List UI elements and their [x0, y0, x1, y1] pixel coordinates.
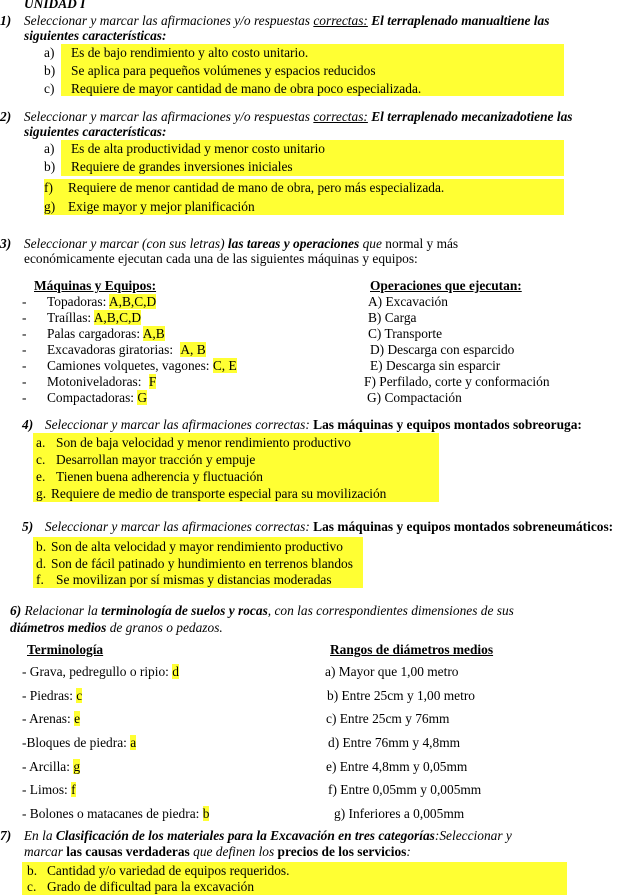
q3-operation: F) Perfilado, corte y conformación — [364, 374, 550, 389]
q7-option-b[interactable]: b. Cantidad y/o variedad de equipos requeridos. — [27, 863, 290, 878]
q3-operation: G) Compactación — [367, 390, 462, 405]
q3-machine-row: - Excavadoras giratorias: A, B — [22, 342, 206, 357]
q3-machine-row: - Topadoras: A,B,C,D — [22, 294, 157, 309]
q3-machine-row: - Palas cargadoras: A,B — [22, 326, 165, 341]
q7-stem-line2: marcar las causas verdaderas que definen los precios de los servicios: — [24, 844, 411, 859]
q2-stem-line2: siguientes características: — [24, 124, 167, 139]
answer-box: F — [148, 374, 157, 389]
q2-option-g[interactable]: g) Exige mayor y mejor planificación — [44, 199, 255, 214]
q3-machine-row: - Traíllas: A,B,C,D — [22, 310, 142, 325]
q3-machine-row: - Camiones volquetes, vagones: C, E — [22, 358, 237, 373]
q4-option-g[interactable]: g. Requiere de medio de transporte especial para su movilización — [36, 486, 387, 501]
q2-option-f[interactable]: f) Requiere de menor cantidad de mano de obra, pero más especializada. — [44, 180, 445, 195]
q7-option-c[interactable]: c. Grado de dificultad para la excavación — [27, 879, 255, 894]
answer-box: e — [74, 711, 81, 726]
q5-option-d[interactable]: d. Son de fácil patinado y hundimiento en terrenos blandos — [36, 556, 353, 571]
q6-range: b) Entre 25cm y 1,00 metro — [327, 688, 476, 703]
q4-option-a[interactable]: a. Son de baja velocidad y menor rendimiento productivo — [36, 435, 351, 450]
q6-range: e) Entre 4,8mm y 0,05mm — [326, 759, 468, 774]
answer-box: A,B,C,D — [108, 294, 157, 309]
q6-term-row: - Grava, pedregullo o ripio: d — [22, 664, 179, 679]
q3-operation: E) Descarga sin esparcir — [370, 358, 501, 373]
q6-term-row: - Limos: f — [22, 782, 76, 797]
q4-option-c[interactable]: c. Desarrollan mayor tracción y empuje — [36, 452, 256, 467]
q4-stem: 4) Seleccionar y marcar las afirmaciones correctas: Las máquinas y equipos montados sobreoruga: — [22, 417, 582, 432]
q5-option-b[interactable]: b. Son de alta velocidad y mayor rendimiento productivo — [36, 539, 343, 554]
q4-option-e[interactable]: e. Tienen buena adherencia y fluctuación — [36, 469, 263, 484]
answer-box: c — [76, 688, 83, 703]
q1-stem: 1) Seleccionar y marcar las afirmaciones y/o respuestas correctas: El terraplenado manualtiene las — [0, 13, 550, 28]
q3-stem: 3) Seleccionar y marcar (con sus letras) las tareas y operaciones que normal y más — [0, 236, 459, 251]
answer-box: A,B,C,D — [93, 310, 142, 325]
q6-right-header: Rangos de diámetros medios — [330, 642, 494, 657]
answer-box: a — [130, 735, 137, 750]
q6-range: a) Mayor que 1,00 metro — [325, 664, 459, 679]
answer-box: b — [202, 806, 210, 821]
q3-machine-row: - Motoniveladoras: F — [22, 374, 157, 389]
answer-box: A,B — [142, 326, 165, 341]
q1-option-b[interactable]: b) Se aplica para pequeños volúmenes y espacios reducidos — [44, 63, 376, 78]
answer-box: C, E — [212, 358, 237, 373]
q3-operation: A) Excavación — [368, 294, 448, 309]
q1-option-a[interactable]: a) Es de bajo rendimiento y alto costo unitario. — [44, 45, 309, 60]
answer-box: A, B — [180, 342, 206, 357]
q3-operation: B) Carga — [368, 310, 417, 325]
q3-operation: D) Descarga con esparcido — [370, 342, 515, 357]
q2-option-b[interactable]: b) Requiere de grandes inversiones iniciales — [44, 159, 293, 174]
q6-stem-line2: diámetros medios de granos o pedazos. — [10, 620, 223, 635]
q7-stem: 7) En la Clasificación de los materiales para la Excavación en tres categorías:Seleccionar y — [0, 828, 512, 843]
answer-box: d — [172, 664, 179, 679]
q6-term-row: -Bloques de piedra: a — [22, 735, 137, 750]
q6-range: f) Entre 0,05mm y 0,005mm — [328, 782, 482, 797]
answer-box: f — [71, 782, 76, 797]
q3-machine-row: - Compactadoras: G — [22, 390, 148, 405]
q6-term-row: - Bolones o matacanes de piedra: b — [22, 806, 210, 821]
q3-stem-line2: económicamente ejecutan cada una de las siguientes máquinas y equipos: — [24, 251, 418, 266]
q3-right-header: Operaciones que ejecutan: — [370, 278, 522, 293]
unit-title: UNIDAD I — [24, 0, 86, 11]
q3-left-header: Máquinas y Equipos: — [34, 278, 157, 293]
q6-term-row: - Piedras: c — [22, 688, 83, 703]
answer-box: g — [73, 759, 81, 774]
q3-operation: C) Transporte — [368, 326, 443, 341]
q2-stem: 2) Seleccionar y marcar las afirmaciones y/o respuestas correctas: El terraplenado mecanizadotiene las — [0, 109, 573, 124]
q6-range: g) Inferiores a 0,005mm — [334, 806, 465, 821]
q5-stem: 5) Seleccionar y marcar las afirmaciones correctas: Las máquinas y equipos montados sobreneumáticos: — [22, 519, 614, 534]
answer-box: G — [137, 390, 148, 405]
q6-left-header: Terminología — [27, 642, 104, 657]
q5-option-f[interactable]: f. Se movilizan por sí mismas y distancias moderadas — [36, 572, 332, 587]
q6-stem: 6) Relacionar la terminología de suelos y rocas, con las correspondientes dimensiones de sus — [10, 603, 514, 618]
q2-option-a[interactable]: a) Es de alta productividad y menor costo unitario — [44, 141, 325, 156]
q6-range: c) Entre 25cm y 76mm — [326, 711, 450, 726]
q6-term-row: - Arcilla: g — [22, 759, 81, 774]
q1-option-c[interactable]: c) Requiere de mayor cantidad de mano de obra poco especializada. — [44, 81, 422, 96]
q1-stem-line2: siguientes características: — [24, 28, 167, 43]
q6-range: d) Entre 76mm y 4,8mm — [328, 735, 461, 750]
q6-term-row: - Arenas: e — [22, 711, 81, 726]
